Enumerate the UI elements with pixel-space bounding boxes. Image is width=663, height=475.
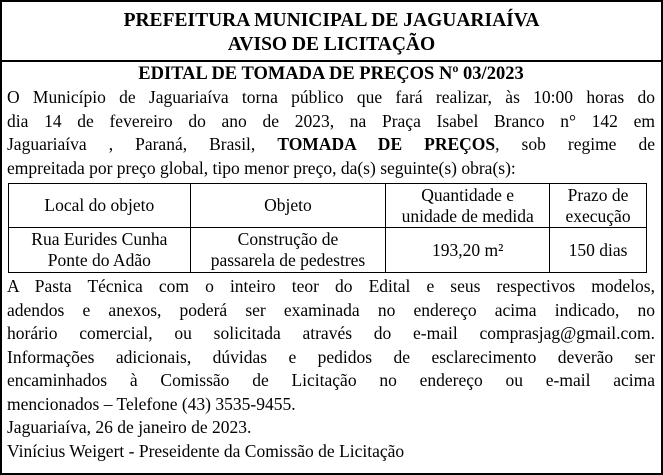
cell-quantidade: 193,20 m² bbox=[386, 228, 550, 273]
header-local: Local do objeto bbox=[9, 184, 191, 228]
municipality-title: PREFEITURA MUNICIPAL DE JAGUARIAÍVA bbox=[123, 10, 540, 31]
intro-line-3-end: , sob regime de bbox=[495, 134, 655, 154]
notice-type-title: AVISO DE LICITAÇÃO bbox=[227, 34, 436, 55]
intro-line-2: dia 14 de fevereiro do ano de 2023, na Praça Isabel Branco n° 142 em bbox=[7, 110, 655, 131]
signature: Vinícius Weigert - Preseidente da Comissão de Licitação bbox=[7, 440, 405, 461]
tomada-de-precos-bold: TOMADA DE PREÇOS bbox=[277, 134, 496, 154]
closing-line-6: mencionados – Telefone (43) 3535-9455. bbox=[7, 393, 296, 414]
table-row bbox=[9, 228, 647, 273]
header-objeto: Objeto bbox=[190, 184, 386, 228]
intro-line-3-start: Jaguariaíva , Paraná, Brasil, bbox=[7, 134, 256, 154]
edital-title: EDITAL DE TOMADA DE PREÇOS Nº 03/2023 bbox=[138, 64, 524, 84]
works-table bbox=[8, 183, 647, 273]
notice-body bbox=[2, 62, 661, 463]
closing-line-2: adendos e anexos, poderá ser examinada no endereço acima indicado, no bbox=[7, 299, 655, 320]
cell-local: Rua Eurides Cunha Ponte do Adão bbox=[9, 228, 191, 273]
table-header-row bbox=[9, 184, 647, 228]
cell-prazo: 150 dias bbox=[550, 228, 647, 273]
intro-line-3 bbox=[7, 133, 655, 157]
cell-objeto: Construção de passarela de pedestres bbox=[190, 228, 386, 273]
notice-header bbox=[2, 2, 661, 62]
closing-line-4: Informações adicionais, dúvidas e pedidos de esclarecimento deverão ser bbox=[7, 346, 655, 367]
header-prazo: Prazo de execução bbox=[550, 184, 647, 228]
header-quantidade: Quantidade e unidade de medida bbox=[386, 184, 550, 228]
closing-line-3: horário comercial, ou solicitada através do e-mail comprasjag@gmail.com. bbox=[7, 323, 655, 343]
intro-line-1: O Município de Jaguariaíva torna público que fará realizar, às 10:00 horas do bbox=[7, 87, 655, 107]
intro-line-4: empreitada por preço global, tipo menor preço, da(s) seguinte(s) obra(s): bbox=[7, 157, 516, 178]
closing-line-5: encaminhados à Comissão de Licitação no endereço ou e-mail acima bbox=[7, 370, 655, 390]
closing-line-1: A Pasta Técnica com o inteiro teor do Edital e seus respectivos modelos, bbox=[7, 276, 655, 296]
notice-date: Jaguariaíva, 26 de janeiro de 2023. bbox=[7, 417, 252, 437]
